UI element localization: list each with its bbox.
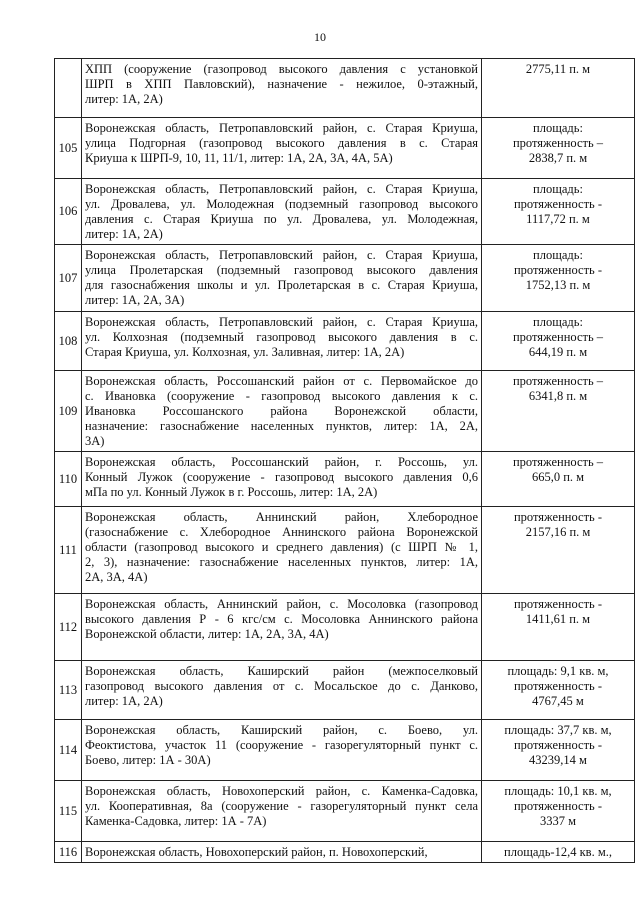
measurement-line: протяженность - [513,799,603,813]
description-line: давления с. Старая Криуша по ул. Дровалева, ул. Молодежная, [85,212,478,226]
row-number: 115 [55,781,82,842]
object-description [82,452,482,507]
measurement-line: протяженность – [512,455,604,469]
measurement-line: протяженность - [513,197,603,211]
measurement-line: протяженность – [512,330,604,344]
description-line: Воронежская область, Петропавловский район, с. Старая Криуша, [85,315,478,329]
measurement-line: протяженность - [513,679,603,693]
measurement-line: площадь: 10,1 кв. м, [504,784,612,798]
description-line: Криуша к ШРП-9, 10, 11, 11/1, литер: 1А, 2А, 3А, 4А, 5А) [85,151,393,165]
object-measurement [482,312,635,371]
description-line: ул. Колхозная (подземный газопровод высокого давления в с. [85,330,478,344]
table-row [55,245,635,312]
measurement-line: протяженность – [512,136,604,150]
measurement-line: площадь: 37,7 кв. м, [504,723,612,737]
page-number: 10 [314,30,326,44]
description-line: литер: 1А, 2А) [85,694,163,708]
row-number: 111 [55,507,82,594]
row-number: 108 [55,312,82,371]
measurement-line: площадь: [533,182,583,196]
object-description [82,179,482,245]
description-line: ул. Кооперативная, 8а (сооружение - газорегуляторный пункт села [85,799,478,813]
object-measurement [482,59,635,118]
row-number: 105 [55,118,82,179]
measurement-line: протяженность - [513,263,603,277]
measurement-line: протяженность - [513,738,603,752]
description-line: улица Пролетарская (подземный газопровод высокого давления [85,263,478,277]
measurement-line: площадь-12,4 кв. м., [504,845,612,859]
measurement-line: 1752,13 п. м [525,278,591,292]
measurement-line: 43239,14 м [529,753,587,767]
row-number [55,59,82,118]
object-measurement [482,842,635,863]
registry-body [55,59,635,863]
description-line: 2, 3), назначение: газоснабжение населенных пунктов, литер: 1А, [85,555,478,569]
measurement-line: 2157,16 п. м [525,525,591,539]
object-description [82,781,482,842]
measurement-line: 1411,61 п. м [525,612,591,626]
object-description [82,312,482,371]
description-line: Конный Лужок (сооружение - газопровод высокого давления 0,6 [85,470,478,484]
measurement-line: протяженность – [512,374,604,388]
row-number: 107 [55,245,82,312]
table-row [55,452,635,507]
description-line: ШРП в ХПП Павловский), назначение - нежилое, 0-этажный, [85,77,478,91]
object-description [82,594,482,661]
object-measurement [482,179,635,245]
description-line: Воронежская область, Каширский район, с. Боево, ул. [85,723,478,737]
table-row [55,118,635,179]
row-number: 110 [55,452,82,507]
row-number: 112 [55,594,82,661]
object-measurement [482,371,635,452]
object-measurement [482,720,635,781]
object-measurement [482,594,635,661]
table-row [55,720,635,781]
object-description [82,118,482,179]
object-measurement [482,661,635,720]
table-row [55,594,635,661]
description-line: высокого давления Р - 6 кгс/см с. Мосоловка Аннинского района [85,612,478,626]
description-line: Каменка-Садовка, литер: 1А - 7А) [85,814,267,828]
row-number: 116 [55,842,82,863]
measurement-line: площадь: [533,121,583,135]
measurement-line: 665,0 п. м [531,470,585,484]
object-measurement [482,452,635,507]
description-line: Воронежской области, литер: 1А, 2А, 3А, 4А) [85,627,329,641]
measurement-line: 1117,72 п. м [526,212,590,226]
description-line: с. Ивановка (сооружение - газопровод высокого давления к с. [85,389,478,403]
description-line: Феоктистова, участок 11 (сооружение - газорегуляторный пункт с. [85,738,478,752]
description-line: 3А) [85,434,105,448]
description-line: газопровод высокого давления от с. Мосальское до с. Данково, [85,679,478,693]
table-row [55,179,635,245]
object-description [82,59,482,118]
table-row [55,781,635,842]
description-line: Воронежская область, Петропавловский район, с. Старая Криуша, [85,121,478,135]
description-line: литер: 1А, 2А, 3А) [85,293,185,307]
row-number: 109 [55,371,82,452]
table-row [55,661,635,720]
description-line: Воронежская область, Новохоперский район, п. Новохоперский, [85,845,428,859]
object-measurement [482,507,635,594]
description-line: Воронежская область, Аннинский район, с. Мосоловка (газопровод [85,597,478,611]
description-line: ул. Дровалева, ул. Молодежная (подземный газопровод высокого [85,197,478,211]
measurement-line: 644,19 п. м [528,345,588,359]
object-description [82,371,482,452]
row-number: 113 [55,661,82,720]
description-line: Ивановка Россошанского района Воронежской области, [85,404,478,418]
description-line: литер: 1А, 2А) [85,92,163,106]
measurement-line: площадь: [533,315,583,329]
object-measurement [482,781,635,842]
description-line: Воронежская область, Петропавловский район, с. Старая Криуша, [85,182,478,196]
object-description [82,245,482,312]
description-line: Воронежская область, Россошанский район от с. Первомайское до [85,374,478,388]
description-line: назначение: газоснабжение населенных пунктов, литер: 1А, 2А, [85,419,478,433]
description-line: области (газопровод высокого и среднего давления) (с ШРП № 1, [85,540,478,554]
description-line: Воронежская область, Аннинский район, Хлебородное [85,510,478,524]
table-row [55,312,635,371]
measurement-line: площадь: 9,1 кв. м, [507,664,609,678]
measurement-line: 6341,8 п. м [528,389,588,403]
row-number: 106 [55,179,82,245]
table-row [55,371,635,452]
measurement-line: 2838,7 п. м [528,151,588,165]
object-description [82,720,482,781]
description-line: (газоснабжение с. Хлебородное Аннинского района Воронежской [85,525,478,539]
measurement-line: 2775,11 п. м [525,62,591,76]
description-line: Старая Криуша, ул. Колхозная, ул. Заливная, литер: 1А, 2А) [85,345,405,359]
description-line: Воронежская область, Каширский район (межпоселковый [85,664,478,678]
measurement-line: площадь: [533,248,583,262]
object-description [82,842,482,863]
object-description [82,661,482,720]
description-line: литер: 1А, 2А) [85,227,163,241]
measurement-line: протяженность - [513,510,603,524]
measurement-line: протяженность - [513,597,603,611]
object-measurement [482,118,635,179]
row-number: 114 [55,720,82,781]
description-line: 2А, 3А, 4А) [85,570,148,584]
description-line: Воронежская область, Россошанский район, г. Россошь, ул. [85,455,478,469]
description-line: мПа по ул. Конный Лужок в г. Россошь, литер: 1А, 2А) [85,485,378,499]
description-line: Боево, литер: 1А - 30А) [85,753,211,767]
table-row [55,842,635,863]
object-measurement [482,245,635,312]
description-line: улица Подгорная (газопровод высокого давления в с. Старая [85,136,478,150]
measurement-line: 4767,45 м [532,694,584,708]
table-row [55,59,635,118]
description-line: для газоснабжения школы и ул. Пролетарская в с. Старая Криуша, [85,278,478,292]
measurement-line: 3337 м [539,814,577,828]
table-row [55,507,635,594]
object-description [82,507,482,594]
description-line: Воронежская область, Петропавловский район, с. Старая Криуша, [85,248,478,262]
registry-table [54,58,635,863]
description-line: Воронежская область, Новохоперский район, с. Каменка-Садовка, [85,784,478,798]
description-line: ХПП (сооружение (газопровод высокого давления с установкой [85,62,478,76]
